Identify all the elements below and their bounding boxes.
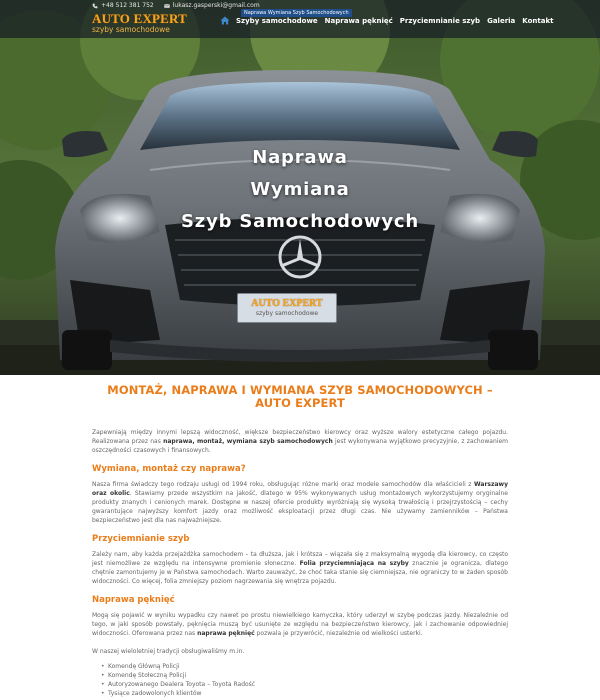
section-title-wymiana: Wymiana, montaż czy naprawa?	[92, 464, 246, 474]
contact-bar	[92, 1, 260, 10]
hero-line-1: Naprawa	[252, 147, 348, 168]
nav-galeria[interactable]: Galeria	[487, 17, 516, 25]
s1-text-bold: Warszawy oraz okolic	[92, 481, 508, 497]
main-nav	[220, 16, 553, 26]
plate-logo-text: AUTO EXPERT	[251, 298, 323, 309]
section-paragraph-naprawa	[92, 611, 508, 638]
s3-text-bold: naprawa pęknięć	[197, 630, 255, 637]
phone-number: +48 512 381 752	[101, 2, 154, 9]
section-title-naprawa: Naprawa pęknięć	[92, 595, 175, 605]
section-paragraph-przyciemnianie	[92, 550, 508, 586]
intro-paragraph	[92, 428, 508, 455]
license-plate-logo	[237, 293, 337, 323]
s1-text-a: Nasza firma świadczy tego rodzaju usługi od 1994 roku, obsługując różne marki oraz modele samochodów dla właścicieli z	[92, 481, 475, 488]
intro-text-bold: naprawa, montaż, wymiana szyb samochodowych	[163, 438, 333, 445]
main-content	[92, 384, 508, 698]
site-logo[interactable]	[92, 11, 188, 34]
nav-szyby-samochodowe[interactable]: Szyby samochodowe	[236, 17, 318, 25]
phone-icon	[92, 3, 98, 9]
s2-text-c: znacznie je ogranicza, dlatego chętnie zamontujemy je w Państwa samochodach. Warto zauważyć, że choć taka stanie się ciemniejsza, nie ograniczy to w żaden sposób widoczności. Co więcej, folia zmniejszy poziom nagrzewania się wnętrza pojazdu.	[92, 560, 509, 585]
section-paragraph-wymiana	[92, 480, 508, 525]
envelope-icon	[164, 3, 170, 9]
nav-naprawa-pekniec[interactable]: Naprawa pęknięć	[324, 17, 393, 25]
s2-text-a: Zależy nam, aby każda przejażdżka samochodem – ta dłuższa, jak i krótsza – wiązała się z maksymalną wygodą dla kierowcy, co często jest niemożliwe ze względu na intensywne promienie słoneczne.	[92, 551, 508, 567]
list-item: • Tysiące zadowolonych klientów	[92, 689, 508, 698]
phone-contact[interactable]	[92, 2, 154, 9]
email-address: lukasz.gasperski@gmail.com	[172, 2, 260, 9]
s3-text-c: pozwala je przywrócić, niezależnie od wielkości usterki.	[254, 630, 423, 637]
intro-text-a: Zapewniają między innymi lepszą widoczność, większe bezpieczeństwo kierowcy oraz wyższe walory estetyczne całego pojazdu. Realizowana przez nas	[92, 429, 508, 445]
intro-text-c: jest wykonywana wyjątkowo precyzyjnie, z zachowaniem oszczędności czasowych i finansowych.	[92, 438, 508, 454]
page-title: MONTAŻ, NAPRAWA I WYMIANA SZYB SAMOCHODOWYCH – AUTO EXPERT	[107, 383, 493, 410]
list-item: • Autoryzowanego Dealera Toyota – Toyota Radość	[92, 680, 508, 689]
s2-text-bold: Folia przyciemniająca na szyby	[299, 560, 409, 567]
nav-przyciemnianie-szyb[interactable]: Przyciemnianie szyb	[399, 17, 481, 25]
s3-text-a: Mogą się pojawić w wyniku wypadku czy nawet po prostu niewielkiego kamyczka, który uderzył w szybę podczas jazdy. Niezależnie od tego, w jaki sposób powstały, pęknięcia muszą być usunięte ze względu na bezpieczeństwo kierowcy, jak i zachowanie odpowiedniej widoczności. Oferowana przez nas	[92, 612, 508, 637]
logo-subtext: szyby samochodowe	[92, 25, 170, 34]
home-icon[interactable]	[220, 16, 232, 26]
hero-line-3: Szyb Samochodowych	[181, 211, 419, 232]
list-item: • Komendę Główną Policji	[92, 662, 508, 671]
nav-kontakt[interactable]: Kontakt	[522, 17, 554, 25]
s1-text-c: . Stawiamy przede wszystkim na jakość, dlatego w 95% wykonywanych usług montażowych wykorzystujemy oryginalne produkty znanych i cenionych marek. Dostępne w naszej ofercie produkty wyróżniają się wysoką trwałością i przejrzystością – cechy gwarantujące najwyższy komfort jazdy oraz możliwość eksploatacji przez długi czas. Nie używamy zamienników – Państwa bezpieczeństwo jest dla nas najważniejsze.	[92, 490, 508, 524]
hero-line-2: Wymiana	[250, 179, 350, 200]
logo-text: AUTO EXPERT	[92, 11, 188, 26]
title-tooltip: Naprawa Wymiana Szyb Samochodowych	[241, 9, 352, 17]
clients-list	[92, 662, 508, 698]
hero-headline	[0, 142, 600, 238]
section-title-przyciemnianie: Przyciemnianie szyb	[92, 534, 190, 544]
email-contact[interactable]	[164, 2, 260, 9]
list-item: • Komendę Stołeczną Policji	[92, 671, 508, 680]
site-header	[0, 0, 600, 38]
clients-intro: W naszej wieloletniej tradycji obsługiwaliśmy m.in.	[92, 648, 245, 655]
plate-logo-subtext: szyby samochodowe	[255, 310, 319, 317]
